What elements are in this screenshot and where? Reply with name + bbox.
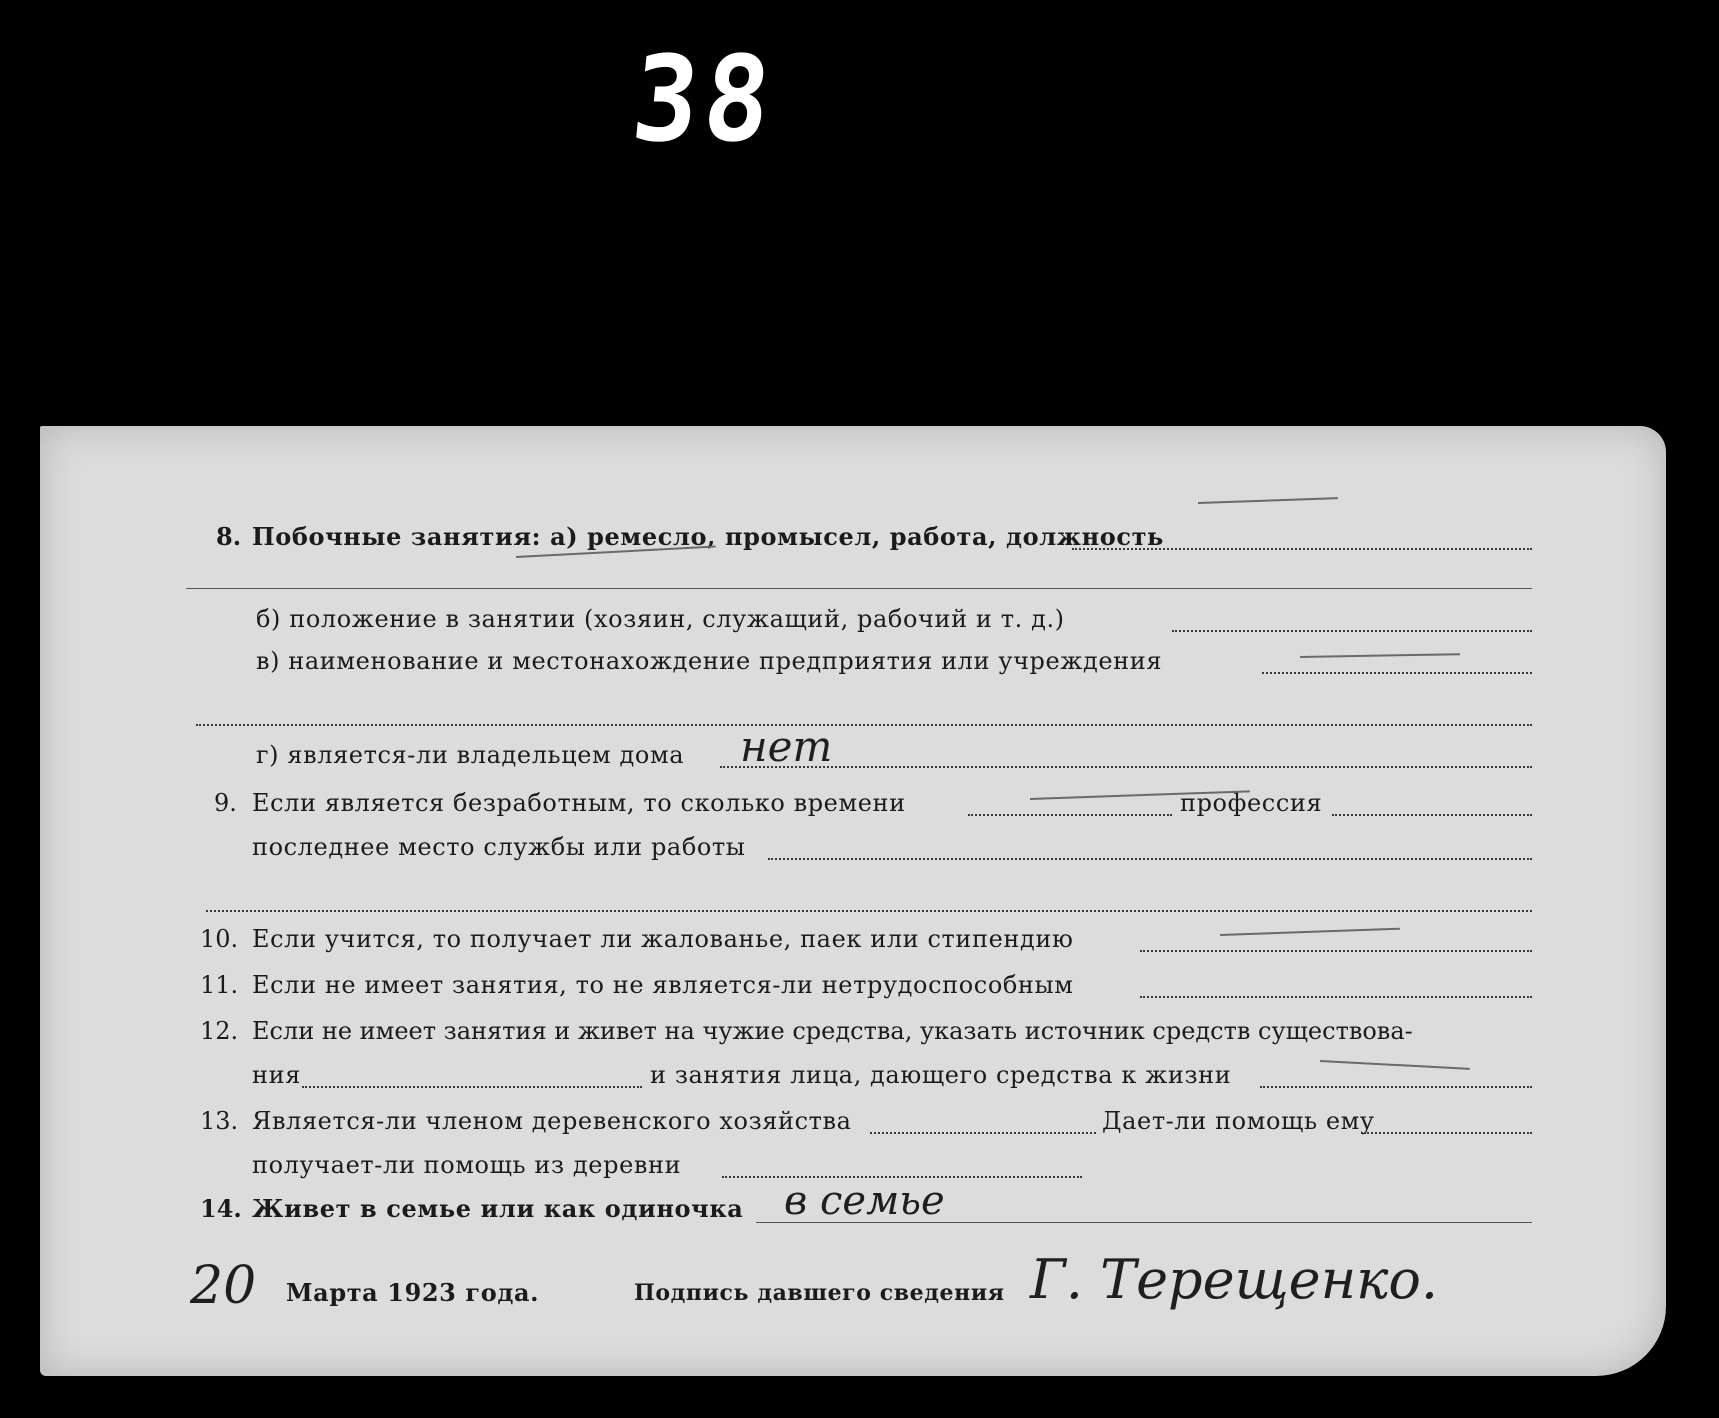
item-11-label: Если не имеет занятия, то не является-ли нетрудоспособным (252, 971, 1074, 999)
item-13-part2: Дает-ли помощь ему (1102, 1107, 1375, 1135)
item-9-part2: профессия (1180, 789, 1323, 817)
item-14-handwritten-answer: в семье (784, 1178, 945, 1224)
item-13-member-fill-line (870, 1132, 1096, 1134)
item-9-part1: Если является безработным, то сколько времени (252, 789, 906, 817)
item-8-number: 8. (216, 522, 242, 551)
item-8-v-continuation-line (196, 724, 1532, 726)
item-12-source-fill-line (302, 1086, 642, 1088)
item-14-fill-line (756, 1222, 1532, 1223)
pencil-mark (1198, 497, 1338, 504)
date-text: Марта 1923 года. (286, 1278, 540, 1307)
item-8-v-label: в) наименование и местонахождение предприятия или учреждения (256, 647, 1163, 675)
item-8-g-fill-line (720, 766, 1532, 768)
item-10-fill-line (1140, 950, 1532, 952)
item-9-number: 9. (214, 789, 237, 817)
item-9-duration-fill-line (968, 814, 1172, 816)
item-8-label: Побочные занятия: а) ремесло, промысел, работа, должность (252, 522, 1164, 551)
questionnaire-sheet (40, 426, 1666, 1376)
date-day-handwritten: 20 (190, 1256, 257, 1316)
item-8-b-label: б) положение в занятии (хозяин, служащий, рабочий и т. д.) (256, 605, 1065, 633)
item-14-label: Живет в семье или как одиночка (252, 1194, 744, 1223)
item-10-number: 10. (200, 925, 239, 953)
item-9-continuation-line (206, 910, 1532, 912)
item-8-continuation-line (186, 588, 1532, 589)
item-13-part3: получает-ли помощь из деревни (252, 1151, 682, 1179)
item-13-part1: Является-ли членом деревенского хозяйства (252, 1107, 852, 1135)
item-11-fill-line (1140, 996, 1532, 998)
handwritten-signature: Г. Терещенко. (1030, 1248, 1439, 1311)
item-10-label: Если учится, то получает ли жалованье, паек или стипендию (252, 925, 1074, 953)
item-12-line2a: ния (252, 1061, 301, 1089)
item-12-number: 12. (200, 1017, 239, 1045)
item-13-help-fill-line (1364, 1132, 1532, 1134)
pencil-mark (1300, 653, 1460, 658)
item-8-g-handwritten-answer: нет (740, 722, 833, 771)
item-11-number: 11. (200, 971, 239, 999)
item-12-line1: Если не имеет занятия и живет на чужие средства, указать источник средств существова- (252, 1017, 1413, 1045)
item-9-last-job-fill-line (768, 858, 1532, 860)
item-8-g-label: г) является-ли владельцем дома (256, 741, 685, 769)
archive-page-number: 38 (626, 30, 782, 168)
item-9-part3: последнее место службы или работы (252, 833, 746, 861)
pencil-mark (1220, 928, 1400, 936)
item-14-number: 14. (200, 1194, 242, 1223)
item-12-occupation-fill-line (1260, 1086, 1532, 1088)
item-8-v-fill-line (1262, 672, 1532, 674)
item-8-a-fill-line (1072, 548, 1532, 550)
item-9-profession-fill-line (1332, 814, 1532, 816)
pencil-mark (1320, 1060, 1470, 1070)
signature-label: Подпись давшего сведения (634, 1280, 1005, 1306)
item-12-line2b: и занятия лица, дающего средства к жизни (650, 1061, 1232, 1089)
item-13-number: 13. (200, 1107, 239, 1135)
item-8-b-fill-line (1172, 630, 1532, 632)
